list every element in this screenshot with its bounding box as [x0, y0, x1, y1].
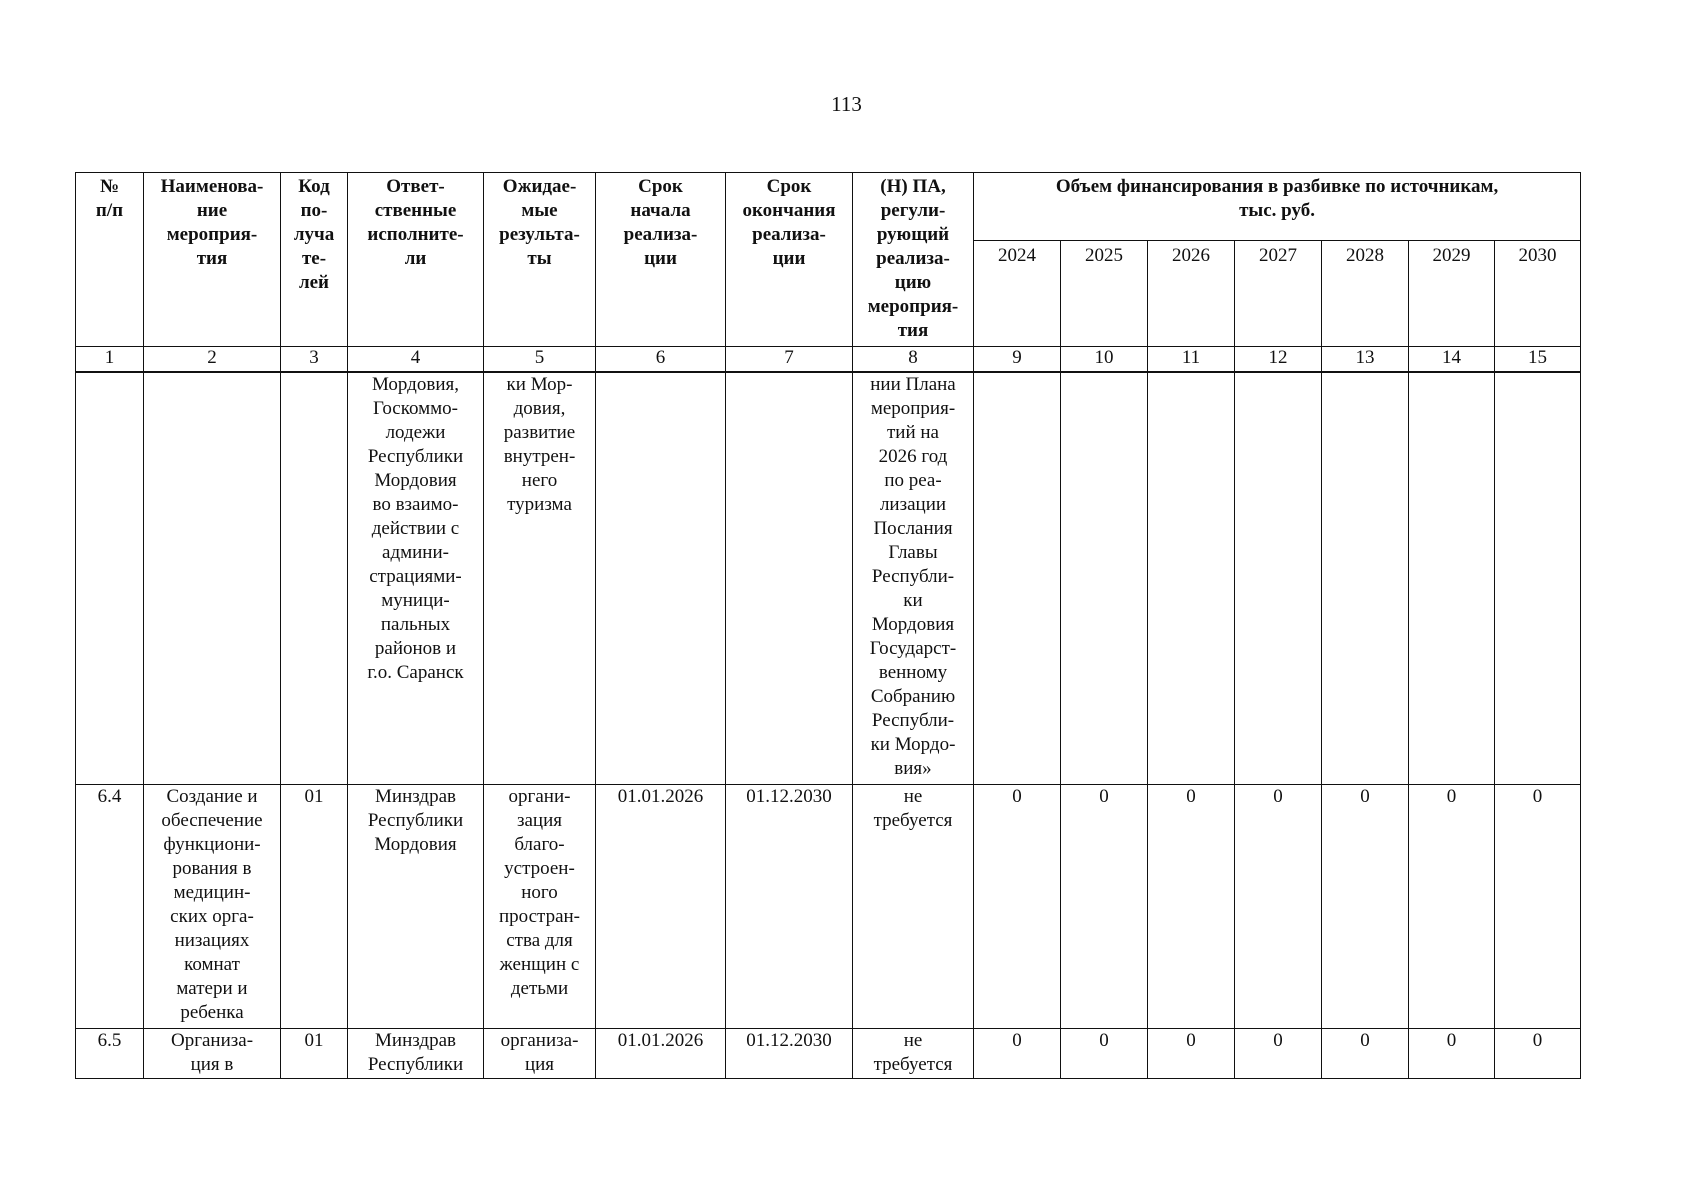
row-npa: нии Плана мероприя- тий на 2026 год по реа- лизации Послания Главы Республи- ки Мордовия Государст- венному Собранию Республи- ки Мордо- вия» [853, 372, 974, 784]
header-results: Ожидае- мые результа- ты [484, 173, 596, 347]
row-value [1235, 372, 1322, 784]
column-number: 7 [726, 347, 853, 373]
row-value: 0 [1061, 1028, 1148, 1078]
column-numbers-row [76, 347, 1581, 373]
row-value: 0 [974, 1028, 1061, 1078]
row-results: ки Мор- довия, развитие внутрен- него туризма [484, 372, 596, 784]
row-value: 0 [1235, 1028, 1322, 1078]
row-executors: Минздрав Республики Мордовия [348, 784, 484, 1028]
header-executors: Ответ- ственные исполните- ли [348, 173, 484, 347]
header-year: 2025 [1061, 241, 1148, 347]
header-year: 2029 [1409, 241, 1495, 347]
row-value: 0 [1322, 1028, 1409, 1078]
row-num: 6.5 [76, 1028, 144, 1078]
row-end [726, 372, 853, 784]
column-number: 12 [1235, 347, 1322, 373]
table-header [76, 173, 1581, 373]
column-number: 1 [76, 347, 144, 373]
row-value: 0 [1148, 1028, 1235, 1078]
row-results: органи- зация благо- устроен- ного простран- ства для женщин с детьми [484, 784, 596, 1028]
row-value: 0 [1409, 784, 1495, 1028]
row-value [1322, 372, 1409, 784]
header-year: 2028 [1322, 241, 1409, 347]
column-number: 6 [596, 347, 726, 373]
header-npa: (Н) ПА, регули- рующий реализа- цию мероприя- тия [853, 173, 974, 347]
row-start: 01.01.2026 [596, 784, 726, 1028]
table-row [76, 372, 1581, 784]
row-value [1061, 372, 1148, 784]
row-executors: Мордовия, Госкоммо- лодежи Республики Мордовия во взаимо- действии с админи- страциями- муници- пальных районов и г.о. Саранск [348, 372, 484, 784]
row-value [1148, 372, 1235, 784]
row-results: организа- ция [484, 1028, 596, 1078]
header-year: 2030 [1495, 241, 1581, 347]
row-value [974, 372, 1061, 784]
row-name [144, 372, 281, 784]
action-plan-table [75, 172, 1581, 1079]
column-number: 13 [1322, 347, 1409, 373]
row-code: 01 [281, 784, 348, 1028]
column-number: 10 [1061, 347, 1148, 373]
column-number: 3 [281, 347, 348, 373]
row-end: 01.12.2030 [726, 1028, 853, 1078]
column-number: 5 [484, 347, 596, 373]
row-name: Создание и обеспечение функциони- рования в медицин- ских орга- низациях комнат матери и ребенка [144, 784, 281, 1028]
row-value: 0 [1061, 784, 1148, 1028]
column-number: 8 [853, 347, 974, 373]
row-end: 01.12.2030 [726, 784, 853, 1028]
column-number: 15 [1495, 347, 1581, 373]
header-year: 2026 [1148, 241, 1235, 347]
header-financing: Объем финансирования в разбивке по источникам, тыс. руб. [974, 173, 1581, 241]
row-value: 0 [1409, 1028, 1495, 1078]
table-row [76, 1028, 1581, 1078]
row-value: 0 [1235, 784, 1322, 1028]
row-value: 0 [974, 784, 1061, 1028]
row-code [281, 372, 348, 784]
header-year: 2027 [1235, 241, 1322, 347]
row-value: 0 [1322, 784, 1409, 1028]
column-number: 2 [144, 347, 281, 373]
row-num [76, 372, 144, 784]
page-number: 113 [831, 92, 862, 116]
column-number: 14 [1409, 347, 1495, 373]
header-num: № п/п [76, 173, 144, 347]
column-number: 4 [348, 347, 484, 373]
column-number: 9 [974, 347, 1061, 373]
column-number: 11 [1148, 347, 1235, 373]
row-num: 6.4 [76, 784, 144, 1028]
header-start: Срок начала реализа- ции [596, 173, 726, 347]
header-code: Код по- луча те- лей [281, 173, 348, 347]
row-code: 01 [281, 1028, 348, 1078]
row-npa: не требуется [853, 784, 974, 1028]
header-name: Наименова- ние мероприя- тия [144, 173, 281, 347]
row-executors: Минздрав Республики [348, 1028, 484, 1078]
row-value [1495, 372, 1581, 784]
table-row [76, 784, 1581, 1028]
row-value [1409, 372, 1495, 784]
row-value: 0 [1495, 784, 1581, 1028]
header-year: 2024 [974, 241, 1061, 347]
row-start [596, 372, 726, 784]
row-start: 01.01.2026 [596, 1028, 726, 1078]
row-name: Организа- ция в [144, 1028, 281, 1078]
row-npa: не требуется [853, 1028, 974, 1078]
row-value: 0 [1148, 784, 1235, 1028]
row-value: 0 [1495, 1028, 1581, 1078]
header-end: Срок окончания реализа- ции [726, 173, 853, 347]
